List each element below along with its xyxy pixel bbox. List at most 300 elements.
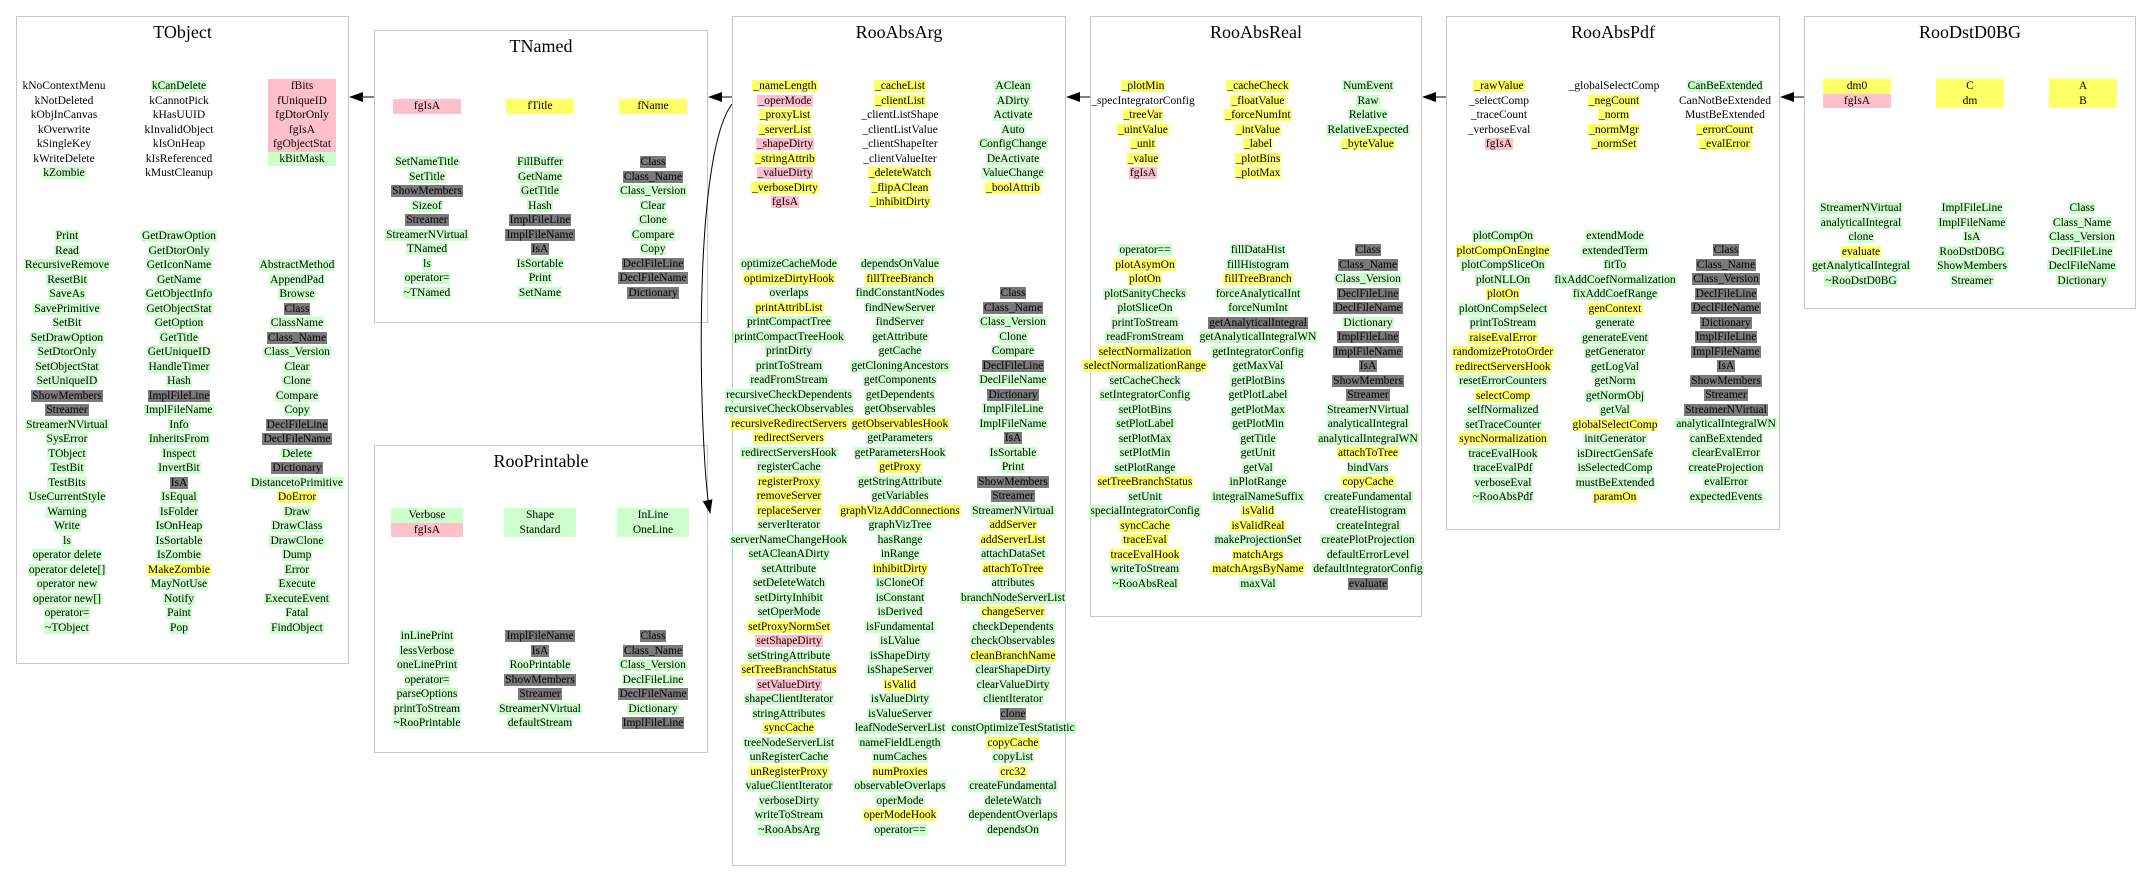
member-label: syncCache (764, 722, 814, 734)
member-label: ~RooAbsArg (758, 823, 820, 836)
member-label: GetObjectInfo (145, 288, 213, 300)
member-label: getUnit (1240, 447, 1276, 459)
member-label: ShowMembers (1333, 374, 1403, 387)
member-label: SetBit (52, 317, 82, 329)
member-label: RelativeExpected (1327, 123, 1409, 136)
member-label: initGenerator (1584, 433, 1646, 445)
member-label: Activate (993, 109, 1033, 121)
member-label: DrawClone (270, 534, 324, 547)
class-title: RooAbsReal (1210, 22, 1302, 42)
member-label: DeclFileLine (1337, 287, 1399, 300)
member-label: integralNameSuffix (1212, 490, 1304, 503)
class-title: RooAbsPdf (1570, 22, 1655, 42)
class-title: RooAbsArg (855, 22, 943, 42)
member-label: Class_Version (620, 659, 686, 671)
member-label: specialIntegratorConfig (1090, 505, 1200, 517)
member-label: syncNormalization (1459, 433, 1547, 445)
member-label: evalError (1704, 476, 1748, 488)
member-label: StreamerNVirtual (26, 418, 108, 431)
member-label: FillBuffer (517, 156, 563, 168)
member-label: setPlotMin (1119, 447, 1171, 459)
member-label: GetDtorOnly (148, 244, 210, 257)
member-label: ShowMembers (505, 673, 575, 686)
member-label: setDirtyInhibit (755, 591, 823, 604)
member-label: findServer (875, 316, 925, 328)
member-label: _valueDirty (757, 167, 813, 179)
member-label: raiseEvalError (1469, 331, 1537, 344)
member-label: plotCompOn (1472, 230, 1534, 242)
member-label: Browse (279, 288, 315, 300)
member-label: selfNormalized (1467, 404, 1539, 416)
member-label: Hash (167, 375, 191, 387)
member-label: _boolAttrib (986, 181, 1040, 194)
member-label: getObservables (864, 403, 936, 415)
member-label: Dictionary (988, 388, 1038, 401)
member-label: _byteValue (1342, 138, 1394, 150)
member-label: DeclFileLine (2051, 245, 2113, 258)
member-label: overlaps (769, 287, 809, 299)
member-label: setTraceCounter (1465, 418, 1541, 431)
member-label: Class (640, 156, 666, 168)
member-label: checkObservables (971, 635, 1055, 647)
member-label: redirectServersHook (1455, 360, 1551, 373)
member-label: printDirty (766, 345, 812, 357)
member-label: Streamer (992, 490, 1034, 502)
member-label: ADirty (996, 94, 1030, 107)
member-label: fgIsA (1485, 138, 1513, 150)
member-label: plotCompOnEngine (1456, 244, 1550, 257)
member-label: selectComp (1475, 389, 1531, 402)
member-label: traceEvalHook (1110, 548, 1180, 561)
member-label: getVal (1243, 461, 1273, 474)
member-label: Class (284, 302, 310, 315)
member-label: dependentOverlaps (968, 809, 1058, 821)
member-label: nameFieldLength (859, 736, 941, 749)
member-label: printCompactTree (747, 316, 831, 328)
member-label: ImplFileLine (1695, 331, 1757, 343)
member-label: setPlotBins (1118, 403, 1172, 416)
member-label: operator= (404, 673, 450, 686)
member-label: isConstant (875, 591, 925, 604)
member-label: isDerived (877, 606, 923, 618)
member-label: getProxy (879, 461, 921, 473)
member-label: fgIsA (391, 523, 463, 538)
member-label: _traceCount (1470, 109, 1528, 121)
member-label: printToStream (755, 359, 823, 372)
member-label: copyList (992, 751, 1034, 763)
member-label: fillTreeBranch (866, 272, 934, 285)
member-label: Write (54, 520, 80, 532)
member-label: crc32 (1000, 765, 1026, 778)
member-label: inRange (880, 548, 920, 560)
member-label: verboseEval (1474, 476, 1532, 489)
member-label: TObject (48, 447, 86, 460)
member-label: Auto (1001, 123, 1025, 136)
member-label: Hash (528, 199, 552, 212)
member-label: _operMode (758, 94, 812, 107)
member-label: optimizeCacheMode (741, 258, 837, 270)
member-label: expectedEvents (1689, 490, 1763, 503)
member-label: _proxyList (759, 109, 811, 121)
member-label: _stringAttrib (755, 152, 815, 165)
member-label: fgIsA (771, 196, 799, 208)
member-label: Streamer (519, 688, 561, 700)
member-label: fgIsA (393, 99, 461, 114)
member-label: clone (1000, 707, 1026, 720)
member-label: Paint (167, 607, 191, 619)
member-label: isValid (884, 678, 916, 691)
member-label: DistancetoPrimitive (251, 476, 343, 489)
member-label: Compare (991, 345, 1035, 357)
member-label: constOptimizeTestStatistic (951, 722, 1075, 734)
member-label: clearValueDirty (976, 678, 1050, 691)
member-label: _normSet (1591, 138, 1637, 150)
member-label: createProjection (1688, 461, 1764, 474)
member-label: IsSortable (516, 257, 564, 270)
member-label: clone (1848, 231, 1874, 243)
member-label: Class_Name (1338, 258, 1398, 271)
member-label: _clientShapeIter (862, 138, 938, 150)
member-label: _unit (1131, 138, 1155, 150)
member-label: ImplFileLine (982, 403, 1044, 415)
member-label: setProxyNormSet (748, 620, 830, 633)
member-label: operator delete (32, 549, 102, 561)
member-label: setCacheCheck (1109, 374, 1181, 387)
member-label: ShowMembers (978, 475, 1048, 488)
member-label: plotOn (1487, 288, 1519, 300)
member-label: ShowMembers (392, 185, 462, 197)
member-label: isLValue (880, 635, 920, 647)
member-label: Print (1001, 461, 1025, 473)
member-label: shapeClientIterator (744, 693, 834, 705)
member-label: writeToStream (1110, 563, 1180, 575)
member-label: UseCurrentStyle (28, 491, 106, 503)
member-label: IsA (531, 644, 549, 657)
member-label: kObjInCanvas (30, 109, 98, 121)
member-label: leafNodeServerList (854, 722, 946, 734)
member-label: recursiveCheckDependents (726, 388, 852, 401)
member-label: SetDrawOption (30, 331, 104, 344)
member-label: ~TNamed (403, 286, 451, 299)
member-label: Class (1713, 244, 1739, 256)
member-label: readFromStream (750, 374, 828, 386)
member-label: _value (1127, 152, 1159, 165)
member-label: _verboseDirty (752, 181, 818, 194)
member-label: ~RooAbsPdf (1473, 491, 1533, 503)
member-label: IsA (1004, 432, 1022, 444)
member-label: B (2049, 94, 2117, 109)
member-label: OneLine (617, 523, 689, 538)
member-label: _norm (1598, 109, 1630, 121)
member-label: setPlotMax (1118, 432, 1172, 445)
member-label: _forceNumInt (1225, 109, 1291, 121)
member-label: GetOption (154, 317, 204, 329)
member-label: getTitle (1240, 432, 1276, 445)
member-label: operator delete[] (28, 563, 106, 576)
member-label: IsEqual (161, 491, 197, 503)
member-label: AbstractMethod (259, 259, 335, 271)
member-label: kCanDelete (151, 80, 207, 92)
member-label: Dictionary (628, 702, 678, 715)
member-label: DeclFileLine (1695, 287, 1757, 300)
member-label: DoError (277, 491, 317, 503)
member-label: clearShapeDirty (975, 664, 1051, 676)
member-label: dependsOn (987, 823, 1039, 836)
member-label: setPlotRange (1114, 461, 1176, 474)
member-label: recursiveCheckObservables (724, 403, 854, 415)
member-label: getAnalyticalIntegral (1812, 260, 1910, 272)
member-label: _rawValue (1474, 80, 1524, 92)
member-label: fUniqueID (268, 94, 336, 109)
member-label: isShapeServer (867, 664, 933, 676)
member-label: MakeZombie (148, 563, 210, 576)
member-label: dependsOnValue (861, 258, 939, 270)
member-label: getStringAttribute (858, 475, 942, 488)
member-label: ImplFileName (1938, 216, 2006, 229)
member-label: Shape (504, 508, 576, 523)
member-label: attributes (991, 577, 1035, 589)
member-label: inLinePrint (400, 630, 454, 642)
class-title: TNamed (509, 36, 573, 56)
member-label: removeServer (756, 490, 822, 502)
member-label: setIntegratorConfig (1099, 389, 1191, 401)
member-label: printToStream (1469, 317, 1537, 329)
member-label: Class_Name (1696, 258, 1756, 271)
member-label: ResetBit (47, 273, 87, 286)
member-label: _errorCount (1696, 123, 1754, 136)
member-label: printToStream (393, 702, 461, 715)
member-label: paramOn (1593, 491, 1637, 503)
member-label: IsOnHeap (155, 520, 203, 532)
member-label: AClean (995, 80, 1031, 92)
member-label: Class (2069, 202, 2095, 214)
member-label: getAttribute (872, 330, 928, 343)
member-label: SetObjectStat (35, 360, 99, 373)
member-label: isValid (1242, 505, 1274, 517)
member-label: DeclFileLine (266, 418, 328, 431)
member-label: printCompactTreeHook (734, 330, 844, 343)
member-label: optimizeDirtyHook (743, 272, 835, 285)
member-label: unRegisterCache (749, 751, 829, 763)
member-label: fgIsA (268, 123, 336, 138)
member-label: _label (1243, 138, 1273, 150)
member-label: DeclFileLine (622, 257, 684, 270)
member-label: generateEvent (1582, 331, 1648, 344)
member-label: isFundamental (866, 620, 934, 633)
member-label: plotCompSliceOn (1461, 259, 1545, 271)
member-label: _plotMin (1121, 80, 1165, 92)
member-label: _plotMax (1235, 167, 1281, 179)
member-label: SavePrimitive (34, 302, 100, 315)
member-label: getAnalyticalIntegralWN (1199, 331, 1317, 343)
member-label: DeclFileName (263, 433, 331, 445)
member-label: setAttribute (761, 562, 817, 575)
member-label: lessVerbose (399, 644, 455, 657)
member-label: ~RooDstD0BG (1825, 274, 1897, 287)
member-label: extendMode (1586, 230, 1644, 242)
member-label: setTreeBranchStatus (741, 664, 837, 676)
member-label: clientIterator (983, 693, 1043, 705)
member-label: dm (1936, 94, 2004, 109)
member-label: matchArgsByName (1212, 563, 1304, 575)
member-label: kMustCleanup (145, 167, 213, 179)
member-label: addServer (989, 519, 1037, 531)
member-label: fgIsA (1129, 167, 1157, 179)
member-label: CanBeExtended (1687, 80, 1763, 92)
member-label: setTreeBranchStatus (1097, 476, 1193, 488)
member-label: getObservablesHook (851, 417, 949, 430)
member-label: copyCache (987, 736, 1039, 749)
member-label: DeclFileName (619, 272, 687, 284)
member-label: hasRange (877, 533, 923, 546)
member-label: C (1936, 79, 2004, 94)
member-label: clearEvalError (1692, 447, 1760, 459)
member-label: inhibitDirty (872, 562, 928, 575)
member-label: evaluate (1841, 245, 1881, 258)
member-label: kOverwrite (37, 123, 91, 136)
member-label: kHasUUID (152, 109, 206, 121)
member-label: Dictionary (1701, 316, 1751, 329)
member-label: Class (1355, 244, 1381, 256)
member-label: Print (528, 272, 552, 284)
member-label: dm0 (1823, 79, 1891, 94)
member-label: Clear (640, 199, 666, 212)
member-label: analyticalIntegralWN (1318, 432, 1418, 445)
member-label: Streamer (1347, 389, 1389, 401)
member-label: Relative (1348, 109, 1388, 121)
class-title: RooPrintable (493, 451, 589, 471)
member-label: kWriteDelete (33, 152, 95, 165)
member-label: RecursiveRemove (24, 259, 110, 271)
member-label: Class_Version (620, 185, 686, 197)
member-label: _selectComp (1468, 94, 1530, 107)
member-label: findConstantNodes (855, 287, 945, 299)
member-label: isValueDirty (870, 693, 930, 705)
member-label: traceEval (1123, 534, 1167, 546)
member-label: Pop (170, 621, 188, 634)
member-label: RooDstD0BG (1939, 245, 2005, 258)
member-label: MustBeExtended (1685, 109, 1765, 121)
member-label: setDeleteWatch (753, 577, 825, 589)
member-label: ShowMembers (1691, 374, 1761, 387)
member-label: genContext (1588, 302, 1642, 315)
member-label: printToStream (1111, 316, 1179, 329)
member-label: defaultIntegratorConfig (1313, 563, 1423, 575)
member-label: extendedTerm (1582, 244, 1648, 257)
member-label: DeclFileName (1334, 302, 1402, 314)
member-label: SetName (518, 286, 562, 299)
member-label: operModeHook (863, 809, 937, 821)
member-label: getNormObj (1585, 389, 1645, 402)
member-label: makeProjectionSet (1214, 534, 1302, 546)
member-label: operator== (1119, 244, 1171, 256)
arrow-rooabsarg-to-rooprintable (701, 104, 732, 513)
member-label: MayNotUse (150, 578, 208, 590)
member-label: isDirectGenSafe (1577, 447, 1653, 460)
member-label: IsSortable (155, 534, 203, 547)
member-label: ImplFileLine (1941, 202, 2003, 214)
member-label: Copy (640, 243, 666, 255)
member-label: DeclFileLine (622, 673, 684, 686)
member-label: verboseDirty (758, 794, 820, 807)
member-label: _evalError (1700, 138, 1750, 150)
member-label: _deleteWatch (868, 167, 932, 179)
member-label: fBits (268, 79, 336, 94)
member-label: _normMgr (1589, 123, 1639, 136)
member-label: isShapeDirty (869, 649, 931, 662)
member-label: ImplFileName (979, 417, 1047, 430)
member-label: getVariables (871, 490, 929, 502)
member-label: numCaches (873, 751, 927, 763)
member-label: Standard (504, 523, 576, 538)
member-label: StreamerNVirtual (386, 228, 468, 241)
member-label: operator== (874, 823, 926, 836)
member-label: _uintValue (1118, 123, 1168, 136)
member-label: RooPrintable (509, 659, 571, 671)
member-label: Class_Name (267, 331, 327, 344)
member-label: GetTitle (521, 185, 559, 197)
member-label: fillDataHist (1230, 244, 1286, 256)
member-label: _inhibitDirty (869, 196, 931, 208)
member-label: ImplFileName (506, 228, 574, 241)
member-label: IsA (1963, 231, 1981, 243)
member-label: DeclFileName (1692, 302, 1760, 314)
member-label: selectNormalization (1098, 345, 1192, 358)
member-label: _globalSelectComp (1568, 80, 1660, 92)
member-label: fillHistogram (1227, 258, 1289, 271)
member-label: Fatal (285, 607, 309, 619)
member-label: setStringAttribute (747, 649, 831, 662)
member-label: Class_Name (2052, 216, 2112, 229)
member-label: redirectServers (754, 432, 824, 444)
member-label: Dictionary (2057, 274, 2107, 287)
member-label: recursiveRedirectServers (731, 417, 847, 430)
member-label: Raw (1357, 94, 1379, 107)
member-label: StreamerNVirtual (1820, 202, 1902, 214)
member-label: checkDependents (972, 620, 1054, 633)
member-label: ConfigChange (979, 138, 1047, 150)
member-label: plotSliceOn (1117, 302, 1173, 314)
member-label: setOperMode (757, 606, 821, 618)
member-label: isValueServer (868, 707, 932, 720)
member-label: attachToTree (1337, 447, 1399, 459)
member-label: InvertBit (158, 462, 200, 474)
member-label: HandleTimer (148, 360, 210, 373)
member-label: copyCache (1342, 476, 1394, 488)
member-label: attachToTree (982, 562, 1044, 575)
member-label: setValueDirty (757, 678, 821, 691)
member-label: _clientListValue (862, 123, 938, 136)
member-label: Dictionary (628, 286, 678, 299)
member-label: Clone (639, 214, 667, 226)
member-label: getCloningAncestors (851, 359, 949, 372)
member-label: kNotDeleted (34, 94, 94, 107)
member-label: _intValue (1235, 123, 1281, 136)
member-label: ls (423, 257, 431, 270)
member-label: createFundamental (969, 780, 1057, 792)
member-label: StreamerNVirtual (499, 702, 581, 715)
member-label: SetDtorOnly (37, 346, 97, 358)
member-label: fgObjectStat (268, 137, 336, 152)
member-label: ~RooAbsReal (1112, 577, 1178, 590)
member-label: DeclFileName (979, 374, 1047, 386)
member-label: defaultErrorLevel (1326, 548, 1410, 561)
member-label: valueClientIterator (745, 780, 833, 792)
member-label: forceNumInt (1228, 302, 1288, 314)
member-label: ShowMembers (1937, 260, 2007, 272)
member-label: setPlotLabel (1116, 418, 1174, 430)
member-label: IsSortable (989, 446, 1037, 459)
